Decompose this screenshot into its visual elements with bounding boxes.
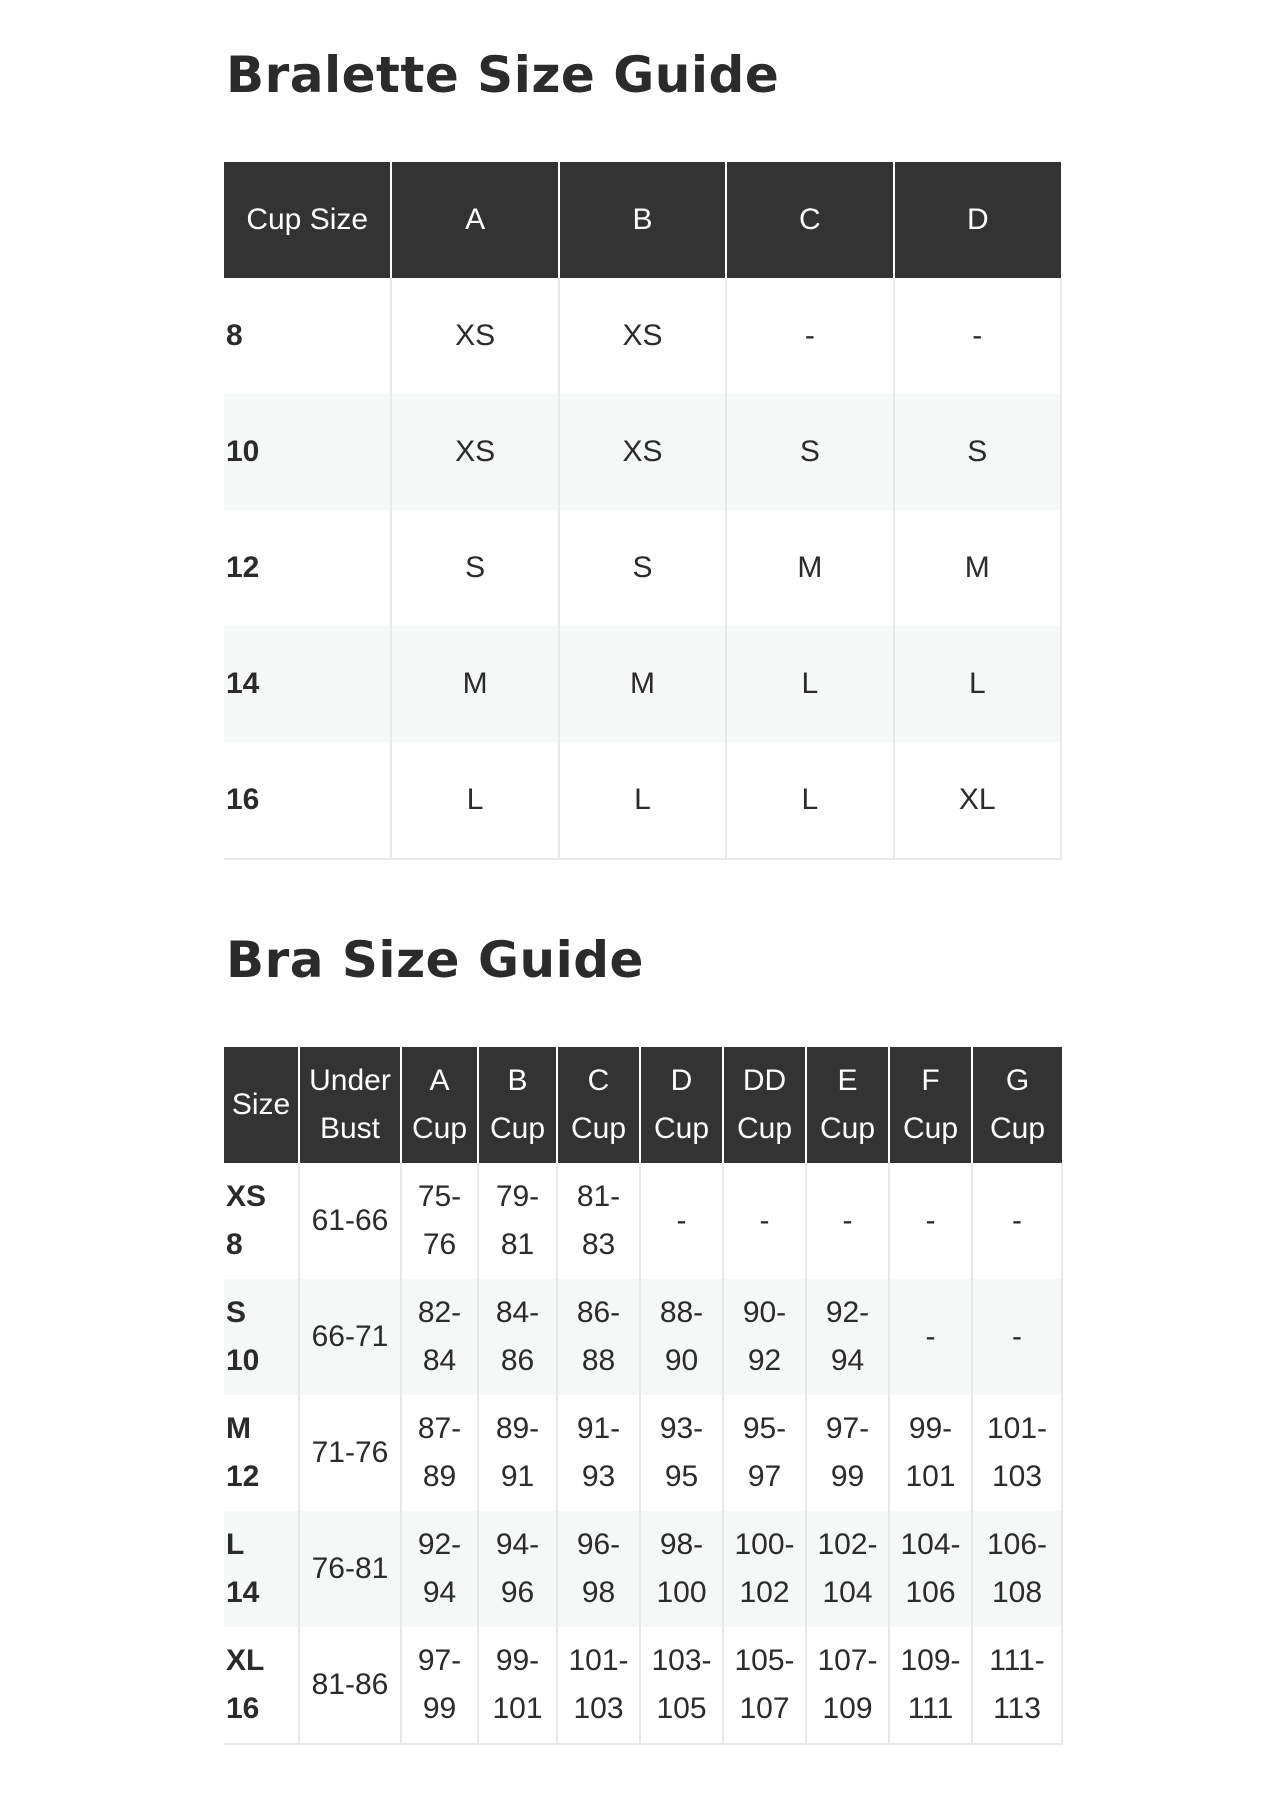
table-cell [557,1627,640,1744]
table-cell [723,1279,806,1395]
cell-line: 88 [581,1344,616,1377]
cell-line: 81 [500,1228,535,1261]
header-cup-a: A [391,162,558,278]
table-cell [972,1627,1062,1744]
cell-line: 100- [734,1528,795,1561]
cell-line: 99- [908,1412,953,1445]
cell-line: - [1012,1320,1022,1353]
size-letter: XL [226,1644,265,1677]
table-cell: M [726,510,893,626]
size-number: 16 [226,1692,260,1725]
cell-line: - [842,1204,853,1237]
cell-line: 92- [417,1528,462,1561]
table-cell: M [559,626,726,742]
cell-line: - [1012,1204,1022,1237]
header-line: Cup [489,1112,546,1145]
table-cell: L [559,742,726,859]
table-cell [640,1627,723,1744]
cell-line: 90- [742,1296,787,1329]
header-a-cup [401,1047,478,1163]
table-cell: L [726,626,893,742]
cell-line: 93- [659,1412,704,1445]
size-letter: S [226,1296,247,1329]
header-line: Cup [902,1112,959,1145]
cell-line: 92- [825,1296,870,1329]
bralette-header-row [224,162,1061,278]
row-size: 12 [224,510,391,626]
cell-line: 89 [422,1460,457,1493]
table-cell: - [726,278,893,394]
table-cell [889,1627,972,1744]
header-line: DD [742,1064,787,1097]
table-row [224,1279,1062,1395]
cell-line: 90 [664,1344,699,1377]
table-cell: M [391,626,558,742]
size-letter: XS [226,1180,267,1213]
table-cell [478,1511,557,1627]
bra-size-table [224,1047,1063,1745]
table-cell [889,1395,972,1511]
header-line: Under [309,1064,391,1097]
cell-line: - [925,1320,936,1353]
cell-line: 96 [500,1576,535,1609]
cell-line: - [759,1204,770,1237]
cell-line: 91- [576,1412,621,1445]
cell-line: 97- [417,1644,462,1677]
bralette-size-table [224,162,1062,860]
cell-line: 109 [822,1692,873,1725]
table-cell [401,1627,478,1744]
under-bust-cell: 71-76 [299,1395,401,1511]
table-cell [806,1395,889,1511]
table-cell [806,1163,889,1279]
header-line: G [1005,1064,1030,1097]
header-line: Bust [319,1112,381,1145]
table-cell [972,1279,1062,1395]
cell-line: - [925,1204,936,1237]
cell-line: 107 [739,1692,790,1725]
size-letter: L [226,1528,245,1561]
cell-line: 89- [495,1412,540,1445]
table-cell [401,1511,478,1627]
cell-line: 95 [664,1460,699,1493]
cell-line: 83 [581,1228,616,1261]
header-under-bust [299,1047,401,1163]
cell-line: 93 [581,1460,616,1493]
bra-table-body [224,1163,1062,1744]
table-cell [557,1511,640,1627]
table-cell: XS [391,394,558,510]
table-cell [478,1627,557,1744]
table-row [224,394,1061,510]
table-cell [478,1395,557,1511]
cell-line: 84- [495,1296,540,1329]
table-cell [478,1279,557,1395]
under-bust-cell: 81-86 [299,1627,401,1744]
cell-line: 99 [422,1692,457,1725]
table-cell [889,1279,972,1395]
table-row [224,1511,1062,1627]
cell-line: 97 [747,1460,782,1493]
cell-line: 103 [991,1460,1043,1493]
row-size [224,1627,299,1744]
table-cell: XS [559,278,726,394]
header-line: Cup [736,1112,793,1145]
row-size [224,1511,299,1627]
cell-line: 88- [659,1296,704,1329]
cell-line: 94 [830,1344,865,1377]
cell-line: 101 [492,1692,543,1725]
bra-header-row [224,1047,1062,1163]
cell-line: 101 [905,1460,956,1493]
header-e-cup [806,1047,889,1163]
cell-line: 103- [651,1644,712,1677]
header-line: B [507,1064,528,1097]
header-cup-b: B [559,162,726,278]
row-size [224,1395,299,1511]
table-cell: - [894,278,1061,394]
table-cell [401,1395,478,1511]
table-cell: S [391,510,558,626]
table-cell [640,1395,723,1511]
cell-line: 75- [417,1180,462,1213]
table-cell: XL [894,742,1061,859]
table-cell [972,1511,1062,1627]
table-row [224,626,1061,742]
cell-line: 106- [986,1528,1048,1561]
header-line: Cup [411,1112,468,1145]
cell-line: 94- [495,1528,540,1561]
cell-line: 103 [573,1692,624,1725]
header-c-cup [557,1047,640,1163]
cell-line: 86 [500,1344,535,1377]
under-bust-cell: 66-71 [299,1279,401,1395]
header-dd-cup [723,1047,806,1163]
header-line: C [587,1064,610,1097]
cell-line: 102 [739,1576,790,1609]
table-cell [723,1395,806,1511]
cell-line: 100 [656,1576,707,1609]
cell-line: 108 [991,1576,1043,1609]
cell-line: 81- [576,1180,621,1213]
table-cell [889,1163,972,1279]
cell-line: 99- [495,1644,540,1677]
table-cell [806,1279,889,1395]
table-row [224,1395,1062,1511]
table-cell [972,1395,1062,1511]
table-row [224,742,1061,859]
header-f-cup [889,1047,972,1163]
table-cell: S [559,510,726,626]
cell-line: 109- [900,1644,961,1677]
cell-line: 111 [907,1692,954,1725]
table-cell [889,1511,972,1627]
cell-line: 107- [817,1644,878,1677]
cell-line: 99 [830,1460,865,1493]
cell-line: 101- [568,1644,629,1677]
header-line: Cup [819,1112,876,1145]
cell-line: 91 [500,1460,535,1493]
cell-line: 95- [742,1412,787,1445]
table-row [224,510,1061,626]
cell-line: 79- [495,1180,540,1213]
cell-line: - [676,1204,687,1237]
cell-line: 84 [422,1344,457,1377]
header-line: Cup [989,1112,1046,1145]
size-number: 12 [226,1460,260,1493]
table-row [224,1627,1062,1744]
table-cell [401,1163,478,1279]
header-line: A [429,1064,450,1097]
cell-line: 111- [989,1644,1045,1677]
header-line: Cup [570,1112,627,1145]
header-line: D [670,1064,693,1097]
table-cell [557,1395,640,1511]
table-cell [972,1163,1062,1279]
cell-line: 106 [905,1576,956,1609]
table-row [224,1163,1062,1279]
header-d-cup [640,1047,723,1163]
table-cell [723,1163,806,1279]
under-bust-cell: 76-81 [299,1511,401,1627]
size-letter: M [226,1412,251,1445]
cell-line: 87- [417,1412,462,1445]
table-cell: XS [391,278,558,394]
header-cup-d: D [894,162,1061,278]
row-size [224,1163,299,1279]
cell-line: 96- [576,1528,621,1561]
cell-line: 104- [900,1528,961,1561]
cell-line: 105- [734,1644,795,1677]
cell-line: 101- [986,1412,1048,1445]
cell-line: 76 [422,1228,457,1261]
table-cell: L [391,742,558,859]
cell-line: 104 [822,1576,873,1609]
table-cell [806,1627,889,1744]
table-cell: S [726,394,893,510]
table-cell [806,1511,889,1627]
table-cell: L [726,742,893,859]
table-cell [478,1163,557,1279]
row-size: 8 [224,278,391,394]
table-cell [640,1511,723,1627]
table-cell [557,1279,640,1395]
row-size [224,1279,299,1395]
row-size: 14 [224,626,391,742]
row-size: 10 [224,394,391,510]
table-row [224,278,1061,394]
cell-line: 82- [417,1296,462,1329]
header-size [224,1047,299,1163]
header-line: E [837,1064,858,1097]
header-line: Cup [653,1112,710,1145]
table-cell: S [894,394,1061,510]
cell-line: 97- [825,1412,870,1445]
table-cell [401,1279,478,1395]
header-line: F [921,1064,940,1097]
size-number: 8 [226,1228,243,1261]
table-cell [640,1279,723,1395]
size-number: 10 [226,1344,260,1377]
header-line: Size [231,1088,291,1121]
table-cell [640,1163,723,1279]
table-cell: L [894,626,1061,742]
table-cell: XS [559,394,726,510]
under-bust-cell: 61-66 [299,1163,401,1279]
bra-size-guide-title: Bra Size Guide [226,931,644,989]
cell-line: 94 [422,1576,457,1609]
bralette-size-guide-title: Bralette Size Guide [226,46,780,104]
row-size: 16 [224,742,391,859]
table-cell: M [894,510,1061,626]
header-b-cup [478,1047,557,1163]
table-cell [723,1627,806,1744]
cell-line: 98- [659,1528,704,1561]
cell-line: 105 [656,1692,707,1725]
table-cell [557,1163,640,1279]
cell-line: 86- [576,1296,621,1329]
header-cup-c: C [726,162,893,278]
cell-line: 113 [993,1692,1041,1725]
cell-line: 98 [581,1576,616,1609]
table-cell [723,1511,806,1627]
header-cup-size: Cup Size [224,162,391,278]
size-number: 14 [226,1576,260,1609]
header-g-cup [972,1047,1062,1163]
cell-line: 92 [747,1344,782,1377]
cell-line: 102- [817,1528,878,1561]
